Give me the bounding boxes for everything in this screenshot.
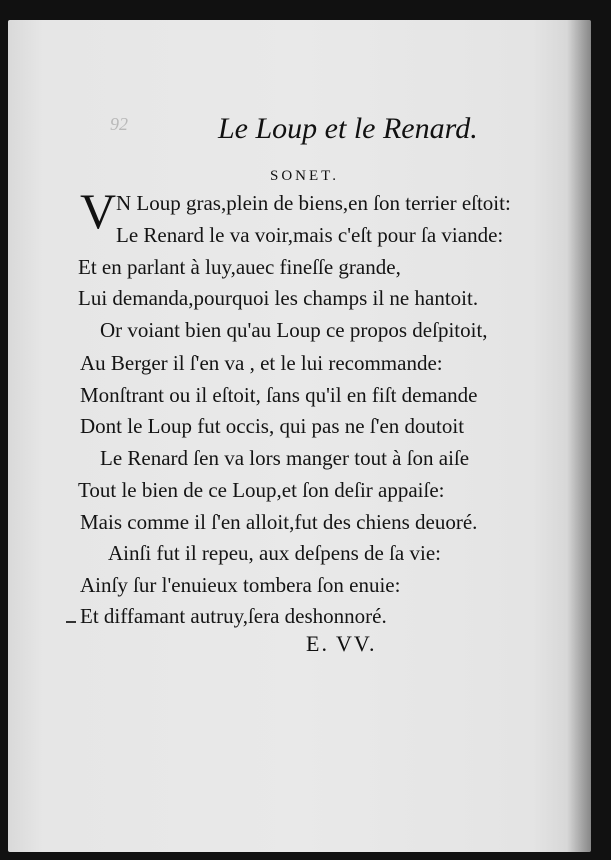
poem-line: Or voiant bien qu'au Loup ce propos deſpitoit,	[100, 318, 488, 342]
poem-line: Dont le Loup fut occis, qui pas ne ſ'en doutoit	[80, 414, 465, 438]
poem-line: N Loup gras,plein de biens,en ſon terrier eſtoit:	[116, 191, 511, 215]
poem-line: Mais comme il ſ'en alloit,fut des chiens deuoré.	[80, 510, 478, 534]
poem-line: Monſtrant ou il eſtoit, ſans qu'il en fiſt demande	[80, 383, 478, 407]
poem-line: Le Renard ſen va lors manger tout à ſon aiſe	[100, 446, 470, 470]
poem-line: Ainſy ſur l'enuieux tombera ſon enuie:	[80, 573, 401, 597]
page-number: 92	[110, 114, 128, 134]
signature: E. VV.	[306, 631, 377, 656]
poem-line: Au Berger il ſ'en va , et le lui recommande:	[80, 351, 443, 375]
page-title: Le Loup et le Renard.	[218, 112, 478, 145]
poem-line: Ainſi fut il repeu, aux deſpens de ſa vie:	[108, 541, 441, 565]
poem-heading: SONET.	[270, 168, 339, 184]
margin-mark	[66, 621, 76, 623]
poem-line: Et diffamant autruy,ſera deshonnoré.	[80, 604, 387, 628]
drop-cap: V	[80, 183, 117, 239]
poem-line: Le Renard le va voir,mais c'eſt pour ſa viande:	[116, 223, 504, 247]
poem-line: Tout le bien de ce Loup,et ſon deſir appaiſe:	[78, 478, 445, 502]
book-page	[8, 20, 591, 852]
poem-line: Lui demanda,pourquoi les champs il ne hantoit.	[78, 286, 479, 310]
poem-line: Et en parlant à luy,auec fineſſe grande,	[78, 255, 401, 279]
